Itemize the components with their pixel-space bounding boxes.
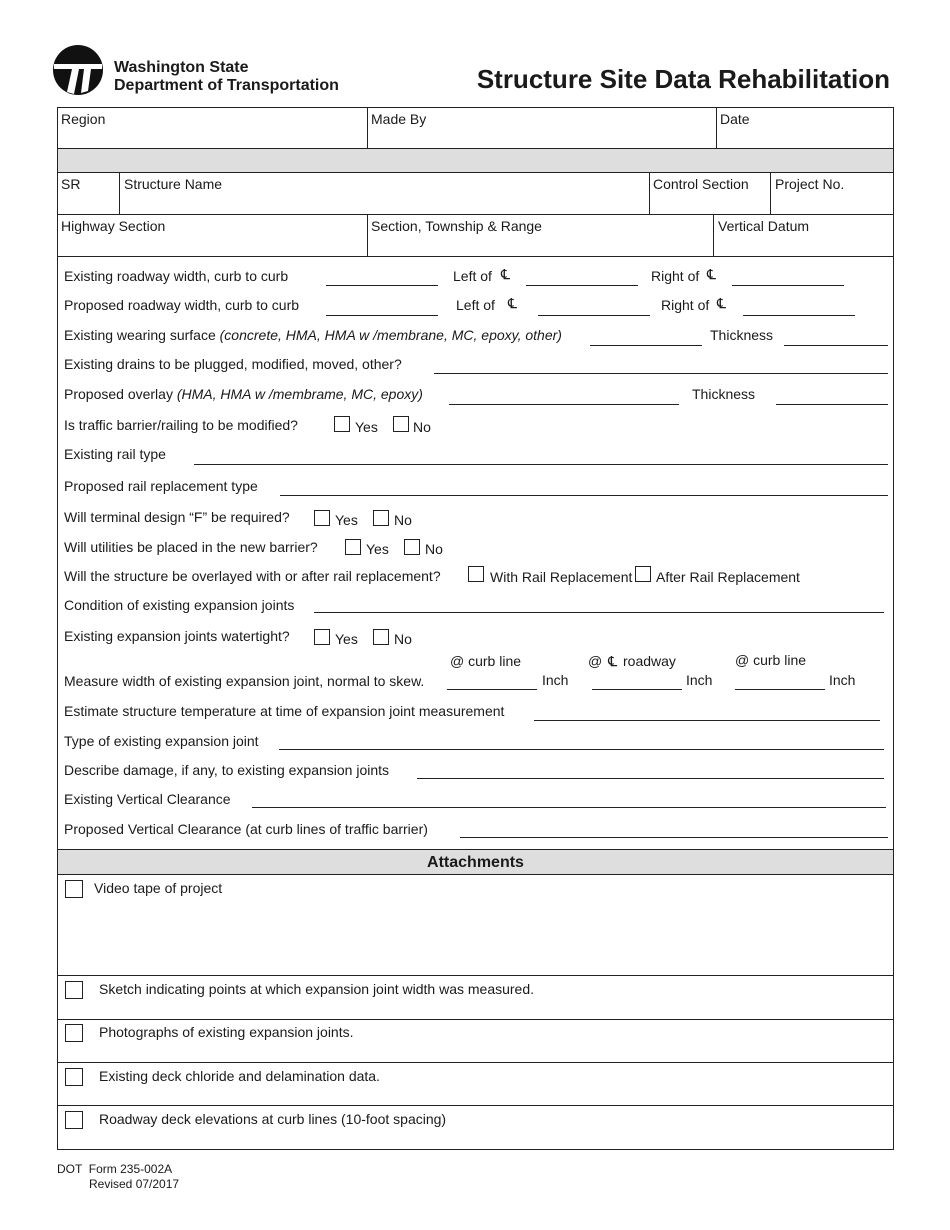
utilities-barrier-label: Will utilities be placed in the new barrier? — [64, 539, 318, 555]
traffic-barrier-yes-checkbox[interactable] — [334, 416, 350, 432]
attachment-sketch-label: Sketch indicating points at which expansion joint width was measured. — [99, 981, 535, 997]
utilities-yes-checkbox[interactable] — [345, 539, 361, 555]
project-no-field[interactable] — [771, 173, 893, 213]
at-symbol: @ — [588, 653, 603, 669]
existing-thickness-input[interactable] — [784, 345, 888, 346]
overlay-rail-label: Will the structure be overlayed with or after rail replacement? — [64, 568, 441, 584]
describe-damage-input[interactable] — [417, 778, 884, 779]
structure-name-field[interactable] — [120, 173, 648, 213]
attachments-heading: Attachments — [427, 854, 524, 871]
region-label: Region — [61, 111, 106, 127]
existing-clearance-input[interactable] — [252, 807, 886, 808]
inch-unit: Inch — [542, 672, 569, 688]
with-rail-replacement-checkbox[interactable] — [468, 566, 484, 582]
existing-rail-type-input[interactable] — [194, 464, 888, 465]
after-rail-replacement-label: After Rail Replacement — [656, 569, 800, 585]
at-curb-line-right-label: @ curb line — [735, 652, 807, 668]
existing-rail-type-label: Existing rail type — [64, 446, 166, 462]
wsdot-logo-icon — [52, 44, 104, 96]
existing-thickness-label: Thickness — [710, 327, 774, 343]
at-centerline-roadway-label — [588, 653, 676, 669]
proposed-roadway-width-label: Proposed roadway width, curb to curb — [64, 297, 300, 313]
existing-roadway-width-input[interactable] — [326, 285, 438, 286]
revision-date: Revised 07/2017 — [89, 1177, 180, 1191]
control-section-label: Control Section — [653, 176, 749, 192]
existing-wearing-surface-text: Existing wearing surface — [64, 327, 216, 343]
utilities-no-label: No — [425, 541, 443, 557]
control-section-field[interactable] — [650, 173, 769, 213]
proposed-clearance-label: Proposed Vertical Clearance (at curb lines of traffic barrier) — [64, 821, 428, 837]
utilities-no-checkbox[interactable] — [404, 539, 420, 555]
highway-section-field[interactable] — [58, 215, 366, 255]
roadway-text: roadway — [623, 653, 676, 669]
condition-joints-label: Condition of existing expansion joints — [64, 597, 295, 613]
proposed-thickness-label: Thickness — [692, 386, 756, 402]
with-rail-replacement-label: With Rail Replacement — [490, 569, 633, 585]
made-by-label: Made By — [371, 111, 427, 127]
terminal-design-label: Will terminal design “F” be required? — [64, 509, 290, 525]
proposed-overlay-input[interactable] — [449, 404, 679, 405]
existing-left-of-input[interactable] — [526, 285, 638, 286]
terminal-design-no-checkbox[interactable] — [373, 510, 389, 526]
centerline-roadway-width-input[interactable] — [592, 689, 682, 690]
form-title: Structure Site Data Rehabilitation — [476, 64, 890, 94]
agency-name-line1: Washington State — [114, 59, 249, 76]
curb-line-right-width-input[interactable] — [735, 689, 825, 690]
existing-drains-input[interactable] — [434, 373, 888, 374]
project-no-label: Project No. — [775, 176, 845, 192]
proposed-thickness-input[interactable] — [776, 404, 888, 405]
existing-drains-label: Existing drains to be plugged, modified, moved, other? — [64, 356, 402, 372]
terminal-design-yes-checkbox[interactable] — [314, 510, 330, 526]
proposed-left-of-input[interactable] — [538, 315, 650, 316]
attachment-item-chloride — [58, 1063, 893, 1105]
centerline-icon — [508, 295, 517, 311]
proposed-rail-type-input[interactable] — [280, 495, 888, 496]
measure-width-label: Measure width of existing expansion joint, normal to skew. — [64, 673, 425, 689]
proposed-overlay-text: Proposed overlay — [64, 386, 173, 402]
proposed-left-of-label: Left of — [456, 297, 495, 313]
attachment-item-video — [58, 875, 893, 975]
watertight-yes-label: Yes — [335, 631, 358, 647]
attachment-photos-label: Photographs of existing expansion joints. — [99, 1024, 354, 1040]
watertight-no-checkbox[interactable] — [373, 629, 389, 645]
attachment-item-sketch — [58, 976, 893, 1018]
terminal-design-no-label: No — [394, 512, 412, 528]
utilities-yes-label: Yes — [366, 541, 389, 557]
vertical-datum-field[interactable] — [714, 215, 893, 255]
type-joint-input[interactable] — [279, 749, 884, 750]
estimate-temperature-input[interactable] — [534, 720, 880, 721]
section-township-range-field[interactable] — [368, 215, 712, 255]
attachments-header — [58, 850, 893, 874]
estimate-temperature-label: Estimate structure temperature at time of expansion joint measurement — [64, 703, 505, 719]
attachment-chloride-label: Existing deck chloride and delamination data. — [99, 1068, 380, 1084]
region-field[interactable] — [58, 108, 366, 148]
watertight-no-label: No — [394, 631, 412, 647]
describe-damage-label: Describe damage, if any, to existing expansion joints — [64, 762, 390, 778]
form-number: DOT Form 235-002A — [57, 1162, 173, 1176]
proposed-clearance-input[interactable] — [460, 837, 888, 838]
existing-clearance-label: Existing Vertical Clearance — [64, 791, 231, 807]
section-township-range-label: Section, Township & Range — [371, 218, 542, 234]
sr-label: SR — [61, 176, 81, 192]
type-joint-label: Type of existing expansion joint — [64, 733, 259, 749]
agency-logo — [52, 44, 362, 98]
centerline-icon — [707, 266, 716, 282]
watertight-yes-checkbox[interactable] — [314, 629, 330, 645]
attachment-video-checkbox[interactable] — [65, 880, 83, 898]
existing-wearing-surface-label — [64, 327, 562, 343]
date-label: Date — [720, 111, 750, 127]
traffic-barrier-no-checkbox[interactable] — [393, 416, 409, 432]
curb-line-left-width-input[interactable] — [447, 689, 537, 690]
existing-wearing-surface-options: (concrete, HMA, HMA w /membrane, MC, epoxy, other) — [219, 327, 562, 343]
proposed-roadway-width-input[interactable] — [326, 315, 438, 316]
vertical-datum-label: Vertical Datum — [718, 218, 810, 234]
centerline-icon — [717, 295, 726, 311]
terminal-design-yes-label: Yes — [335, 512, 358, 528]
highway-section-label: Highway Section — [61, 218, 166, 234]
traffic-barrier-yes-label: Yes — [355, 419, 378, 435]
attachment-item-photos — [58, 1020, 893, 1062]
attachment-chloride-checkbox[interactable] — [65, 1068, 83, 1086]
after-rail-replacement-checkbox[interactable] — [635, 566, 651, 582]
at-curb-line-left-label: @ curb line — [450, 653, 522, 669]
attachment-sketch-checkbox[interactable] — [65, 981, 83, 999]
attachment-photos-checkbox[interactable] — [65, 1024, 83, 1042]
attachment-item-elevations — [58, 1106, 893, 1149]
proposed-rail-type-label: Proposed rail replacement type — [64, 478, 258, 494]
gray-divider-band — [58, 149, 893, 172]
proposed-overlay-label — [64, 386, 423, 402]
existing-right-of-label: Right of — [651, 268, 700, 284]
centerline-icon — [608, 653, 617, 669]
centerline-icon — [501, 266, 510, 282]
made-by-field[interactable] — [368, 108, 715, 148]
condition-joints-input[interactable] — [314, 612, 884, 613]
attachment-elevations-checkbox[interactable] — [65, 1111, 83, 1129]
agency-name-line2: Department of Transportation — [114, 77, 339, 94]
inch-unit: Inch — [829, 672, 856, 688]
proposed-right-of-label: Right of — [661, 297, 710, 313]
inch-unit: Inch — [686, 672, 713, 688]
proposed-overlay-options: (HMA, HMA w /membrame, MC, epoxy) — [176, 386, 423, 402]
attachment-elevations-label: Roadway deck elevations at curb lines (10-foot spacing) — [99, 1111, 447, 1127]
structure-name-label: Structure Name — [124, 176, 223, 192]
sr-field[interactable] — [58, 173, 118, 213]
existing-right-of-input[interactable] — [732, 285, 844, 286]
proposed-right-of-input[interactable] — [743, 315, 855, 316]
existing-wearing-surface-input[interactable] — [590, 345, 702, 346]
joints-watertight-label: Existing expansion joints watertight? — [64, 628, 290, 644]
attachment-video-label: Video tape of project — [94, 880, 223, 896]
date-field[interactable] — [717, 108, 893, 148]
existing-left-of-label: Left of — [453, 268, 492, 284]
existing-roadway-width-label: Existing roadway width, curb to curb — [64, 268, 289, 284]
traffic-barrier-no-label: No — [413, 419, 431, 435]
traffic-barrier-label: Is traffic barrier/railing to be modified? — [64, 417, 298, 433]
